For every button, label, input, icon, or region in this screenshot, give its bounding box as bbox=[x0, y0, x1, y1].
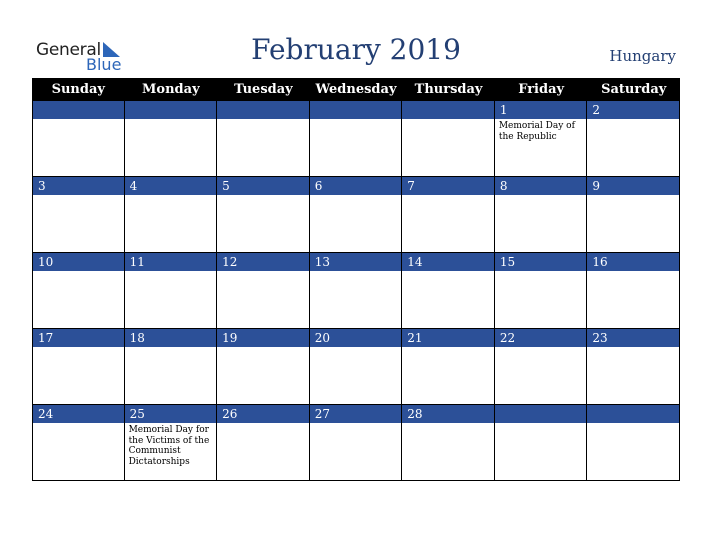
country-label: Hungary bbox=[609, 47, 676, 65]
day-cell bbox=[587, 101, 680, 177]
day-number bbox=[33, 101, 124, 119]
day-cell bbox=[32, 177, 125, 253]
weekday-header: Monday bbox=[125, 78, 218, 101]
day-number bbox=[310, 101, 402, 119]
day-cell bbox=[217, 405, 310, 481]
day-cell bbox=[587, 253, 680, 329]
weekday-header: Friday bbox=[495, 78, 588, 101]
day-cell bbox=[125, 329, 218, 405]
day-cell bbox=[402, 177, 495, 253]
day-number: 19 bbox=[217, 329, 309, 347]
day-cell bbox=[125, 101, 218, 177]
day-cell bbox=[310, 177, 403, 253]
day-cell bbox=[402, 101, 495, 177]
day-cell bbox=[587, 405, 680, 481]
day-cell bbox=[495, 329, 588, 405]
day-number: 8 bbox=[495, 177, 587, 195]
holiday-label: Memorial Day for the Victims of the Communist Dictatorships bbox=[128, 425, 210, 467]
day-cell bbox=[310, 329, 403, 405]
day-cell bbox=[402, 329, 495, 405]
day-cell bbox=[310, 405, 403, 481]
day-number bbox=[495, 405, 587, 423]
day-number bbox=[125, 101, 217, 119]
day-cell bbox=[125, 405, 218, 481]
day-cell bbox=[32, 405, 125, 481]
day-number: 16 bbox=[587, 253, 679, 271]
day-number: 21 bbox=[402, 329, 494, 347]
day-cell bbox=[402, 405, 495, 481]
day-cell bbox=[495, 253, 588, 329]
weekday-header: Thursday bbox=[402, 78, 495, 101]
day-cell bbox=[587, 177, 680, 253]
day-number: 10 bbox=[33, 253, 124, 271]
day-number: 5 bbox=[217, 177, 309, 195]
day-number: 25 bbox=[125, 405, 217, 423]
day-number bbox=[217, 101, 309, 119]
day-cell bbox=[125, 253, 218, 329]
day-cell bbox=[495, 101, 588, 177]
logo-text-general: General bbox=[36, 40, 101, 60]
day-number: 12 bbox=[217, 253, 309, 271]
day-number: 27 bbox=[310, 405, 402, 423]
day-cell bbox=[310, 253, 403, 329]
day-cell bbox=[217, 253, 310, 329]
day-number: 20 bbox=[310, 329, 402, 347]
weekday-header: Sunday bbox=[32, 78, 125, 101]
day-number: 17 bbox=[33, 329, 124, 347]
logo-text-blue: Blue bbox=[86, 55, 122, 74]
day-number: 18 bbox=[125, 329, 217, 347]
day-number: 26 bbox=[217, 405, 309, 423]
day-number: 14 bbox=[402, 253, 494, 271]
day-number: 1 bbox=[495, 101, 587, 119]
day-number: 24 bbox=[33, 405, 124, 423]
day-cell bbox=[32, 253, 125, 329]
page-title: February 2019 bbox=[251, 33, 461, 66]
holiday-label: Memorial Day of the Republic bbox=[498, 121, 575, 142]
day-number: 4 bbox=[125, 177, 217, 195]
day-cell bbox=[32, 101, 125, 177]
day-number: 13 bbox=[310, 253, 402, 271]
day-number: 11 bbox=[125, 253, 217, 271]
day-cell bbox=[217, 329, 310, 405]
day-number: 3 bbox=[33, 177, 124, 195]
day-cell bbox=[32, 329, 125, 405]
day-cell bbox=[310, 101, 403, 177]
day-number: 22 bbox=[495, 329, 587, 347]
weekday-header: Tuesday bbox=[217, 78, 310, 101]
day-number: 9 bbox=[587, 177, 679, 195]
day-number bbox=[587, 405, 679, 423]
day-number: 15 bbox=[495, 253, 587, 271]
day-cell bbox=[587, 329, 680, 405]
day-cell bbox=[125, 177, 218, 253]
day-number: 7 bbox=[402, 177, 494, 195]
calendar-grid bbox=[32, 78, 680, 481]
day-number: 23 bbox=[587, 329, 679, 347]
day-cell bbox=[217, 177, 310, 253]
day-number: 2 bbox=[587, 101, 679, 119]
day-cell bbox=[495, 405, 588, 481]
day-number: 6 bbox=[310, 177, 402, 195]
day-number: 28 bbox=[402, 405, 494, 423]
weekday-header: Saturday bbox=[587, 78, 680, 101]
day-cell bbox=[402, 253, 495, 329]
day-cell bbox=[495, 177, 588, 253]
day-number bbox=[402, 101, 494, 119]
weekday-header: Wednesday bbox=[310, 78, 403, 101]
day-cell bbox=[217, 101, 310, 177]
